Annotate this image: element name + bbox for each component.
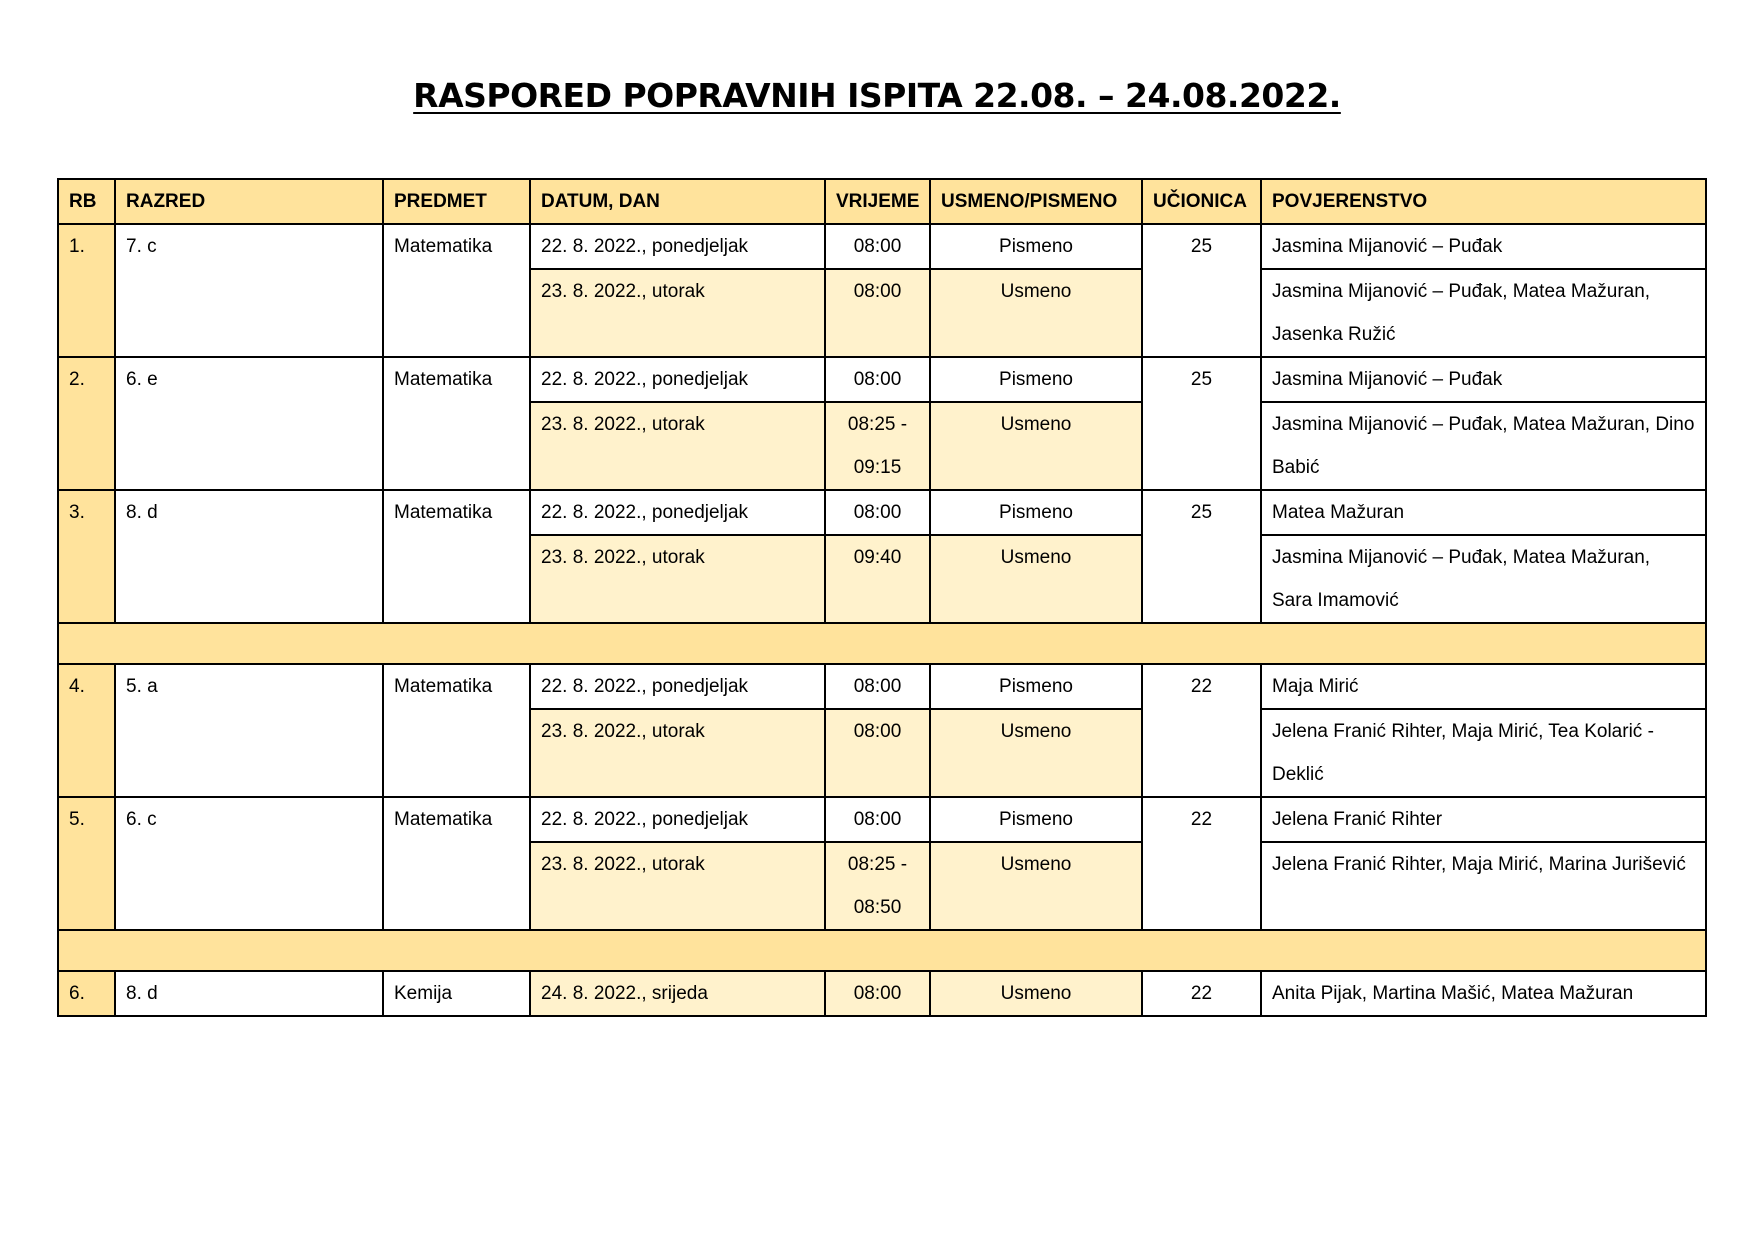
cell-povjerenstvo: Jasmina Mijanović – Puđak <box>1261 357 1706 402</box>
cell-datum: 22. 8. 2022., ponedjeljak <box>530 224 825 269</box>
cell-vrijeme: 08:00 <box>825 357 930 402</box>
cell-povjerenstvo: Jasmina Mijanović – Puđak, Matea Mažuran, Dino Babić <box>1261 402 1706 490</box>
separator-row <box>58 930 1706 971</box>
cell-datum: 22. 8. 2022., ponedjeljak <box>530 664 825 709</box>
cell-vrijeme: 08:00 <box>825 490 930 535</box>
cell-vrsta: Pismeno <box>930 490 1142 535</box>
cell-vrijeme: 08:00 <box>825 709 930 797</box>
cell-datum: 23. 8. 2022., utorak <box>530 535 825 623</box>
separator-cell <box>58 930 1706 971</box>
cell-vrsta: Usmeno <box>930 402 1142 490</box>
cell-vrsta: Usmeno <box>930 971 1142 1016</box>
cell-razred: 5. a <box>115 664 383 797</box>
header-datum: DATUM, DAN <box>530 179 825 224</box>
cell-ucionica: 25 <box>1142 357 1261 490</box>
cell-vrijeme: 08:00 <box>825 224 930 269</box>
cell-datum: 23. 8. 2022., utorak <box>530 709 825 797</box>
cell-vrsta: Usmeno <box>930 269 1142 357</box>
cell-datum: 22. 8. 2022., ponedjeljak <box>530 490 825 535</box>
cell-vrsta: Usmeno <box>930 709 1142 797</box>
cell-razred: 7. c <box>115 224 383 357</box>
table-row <box>58 224 1706 269</box>
cell-ucionica: 22 <box>1142 971 1261 1016</box>
cell-vrsta: Usmeno <box>930 535 1142 623</box>
header-povjerenstvo: POVJERENSTVO <box>1261 179 1706 224</box>
cell-datum: 23. 8. 2022., utorak <box>530 402 825 490</box>
cell-ucionica: 22 <box>1142 664 1261 797</box>
cell-vrijeme: 08:00 <box>825 269 930 357</box>
cell-datum: 22. 8. 2022., ponedjeljak <box>530 357 825 402</box>
header-vrijeme: VRIJEME <box>825 179 930 224</box>
table-row <box>58 971 1706 1016</box>
cell-vrijeme: 08:00 <box>825 971 930 1016</box>
cell-ucionica: 25 <box>1142 490 1261 623</box>
cell-rb: 4. <box>58 664 115 797</box>
cell-vrijeme: 09:40 <box>825 535 930 623</box>
table-row <box>58 664 1706 709</box>
cell-razred: 8. d <box>115 971 383 1016</box>
cell-rb: 3. <box>58 490 115 623</box>
cell-vrsta: Pismeno <box>930 664 1142 709</box>
cell-razred: 8. d <box>115 490 383 623</box>
cell-povjerenstvo: Anita Pijak, Martina Mašić, Matea Mažuran <box>1261 971 1706 1016</box>
table-row <box>58 357 1706 402</box>
header-row <box>58 179 1706 224</box>
cell-predmet: Matematika <box>383 797 530 930</box>
page-title: RASPORED POPRAVNIH ISPITA 22.08. – 24.08.2022. <box>413 76 1341 115</box>
cell-vrijeme: 08:25 - 08:50 <box>825 842 930 930</box>
header-predmet: PREDMET <box>383 179 530 224</box>
exam-schedule-table <box>57 178 1707 1017</box>
cell-povjerenstvo: Jelena Franić Rihter <box>1261 797 1706 842</box>
cell-povjerenstvo: Jasmina Mijanović – Puđak <box>1261 224 1706 269</box>
cell-vrsta: Pismeno <box>930 357 1142 402</box>
table-row <box>58 490 1706 535</box>
separator-row <box>58 623 1706 664</box>
cell-predmet: Matematika <box>383 664 530 797</box>
cell-vrsta: Pismeno <box>930 797 1142 842</box>
cell-povjerenstvo: Maja Mirić <box>1261 664 1706 709</box>
cell-datum: 23. 8. 2022., utorak <box>530 269 825 357</box>
cell-predmet: Matematika <box>383 224 530 357</box>
cell-povjerenstvo: Jelena Franić Rihter, Maja Mirić, Marina Jurišević <box>1261 842 1706 930</box>
cell-datum: 22. 8. 2022., ponedjeljak <box>530 797 825 842</box>
separator-cell <box>58 623 1706 664</box>
cell-vrsta: Usmeno <box>930 842 1142 930</box>
cell-datum: 23. 8. 2022., utorak <box>530 842 825 930</box>
header-usmeno-pismeno: USMENO/PISMENO <box>930 179 1142 224</box>
cell-rb: 1. <box>58 224 115 357</box>
header-ucionica: UČIONICA <box>1142 179 1261 224</box>
cell-vrsta: Pismeno <box>930 224 1142 269</box>
cell-rb: 5. <box>58 797 115 930</box>
cell-povjerenstvo: Jasmina Mijanović – Puđak, Matea Mažuran, Sara Imamović <box>1261 535 1706 623</box>
header-razred: RAZRED <box>115 179 383 224</box>
cell-povjerenstvo: Matea Mažuran <box>1261 490 1706 535</box>
cell-rb: 2. <box>58 357 115 490</box>
cell-vrijeme: 08:00 <box>825 664 930 709</box>
cell-rb: 6. <box>58 971 115 1016</box>
cell-datum: 24. 8. 2022., srijeda <box>530 971 825 1016</box>
cell-vrijeme: 08:25 - 09:15 <box>825 402 930 490</box>
cell-predmet: Matematika <box>383 357 530 490</box>
cell-predmet: Matematika <box>383 490 530 623</box>
cell-razred: 6. e <box>115 357 383 490</box>
cell-razred: 6. c <box>115 797 383 930</box>
cell-ucionica: 22 <box>1142 797 1261 930</box>
cell-predmet: Kemija <box>383 971 530 1016</box>
cell-povjerenstvo: Jelena Franić Rihter, Maja Mirić, Tea Kolarić - Deklić <box>1261 709 1706 797</box>
cell-povjerenstvo: Jasmina Mijanović – Puđak, Matea Mažuran, Jasenka Ružić <box>1261 269 1706 357</box>
table-row <box>58 797 1706 842</box>
cell-ucionica: 25 <box>1142 224 1261 357</box>
cell-vrijeme: 08:00 <box>825 797 930 842</box>
header-rb: RB <box>58 179 115 224</box>
